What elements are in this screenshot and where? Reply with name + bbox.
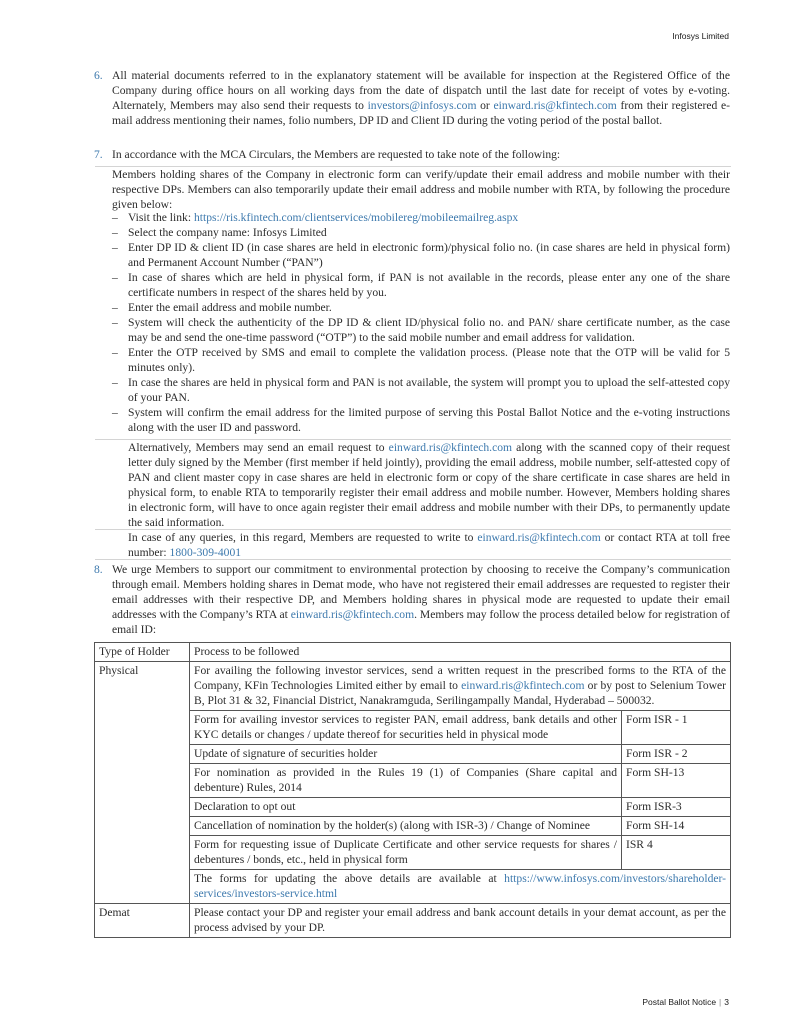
step-text: Enter the OTP received by SMS and email to complete the validation process. (Please note that the OTP will be valid for 5 minutes only). <box>128 346 730 374</box>
item-7-number: 7. <box>94 148 103 161</box>
form-name: Form ISR-3 <box>622 798 731 817</box>
toll-free-phone-link[interactable]: 1800-309-4001 <box>169 546 242 559</box>
forms-availability <box>190 870 731 904</box>
step-text: Enter the email address and mobile number. <box>128 301 332 314</box>
item-6-paragraph <box>112 68 730 128</box>
form-description: Declaration to opt out <box>190 798 622 817</box>
step-text: System will confirm the email address for the limited purpose of serving this Postal Ballot Notice and the e-voting instructions along with the user ID and password. <box>128 406 730 434</box>
dash: – <box>112 376 118 389</box>
queries-paragraph <box>128 530 730 560</box>
page-footer <box>642 997 729 1007</box>
demat-process: Please contact your DP and register your email address and bank account details in your demat account, as per the process advised by your DP. <box>190 904 731 938</box>
dash: – <box>112 226 118 239</box>
einward-email-link[interactable]: einward.ris@kfintech.com <box>477 531 601 544</box>
form-description: Form for requesting issue of Duplicate Certificate and other service requests for shares / debentures / bonds, etc., held in physical form <box>190 836 622 870</box>
item-8-text: We urge Members to support our commitment to environmental protection by choosing to receive the Company’s communication through email. Members holding shares in Demat mode, who have not registered their email addresses are requested to register their email addresses with their respective DP, and Members holding shares in physical mode are requested to update their email addresses with the Company’s RTA at <box>112 563 730 621</box>
alternative-paragraph <box>128 440 730 530</box>
item-7-intro: Members holding shares of the Company in electronic form can verify/update their email address and mobile number with their respective DPs. Members can also temporarily update their email address and mobile number with RTA, by following the procedure given below: <box>112 168 730 211</box>
table-row <box>95 798 731 817</box>
step-text: In case of shares which are held in physical form, if PAN is not available in the records, please enter any one of the share certificate numbers in respect of the shares held by you. <box>128 271 730 299</box>
dash: – <box>112 241 118 254</box>
dash: – <box>112 271 118 284</box>
footer-label: Postal Ballot Notice <box>642 997 717 1007</box>
table-row <box>95 817 731 836</box>
item-8-number: 8. <box>94 563 103 576</box>
divider <box>95 559 731 560</box>
item-6-text: All material documents referred to in the explanatory statement will be available for inspection at the Registered Office of the Company during office hours on all working days from the date of dispatch until the last date for receipt of votes by e-voting. Alternately, Members may also send their requests to <box>112 69 730 112</box>
step-text: In case the shares are held in physical form and PAN is not available, the system will prompt you to upload the self-attested copy of your PAN. <box>128 376 730 404</box>
dash: – <box>112 316 118 329</box>
physical-intro <box>190 662 731 711</box>
item-6-text-end: from their registered e-mail address mentioning their names, folio numbers, DP ID and Client ID during the voting period of the postal ballot. <box>112 99 730 127</box>
einward-email-link[interactable]: einward.ris@kfintech.com <box>461 679 585 692</box>
table-row <box>95 836 731 870</box>
dash: – <box>112 346 118 359</box>
item-8-text-end: . Members may follow the process detailed below for registration of email ID: <box>112 608 731 636</box>
table-row <box>95 764 731 798</box>
holder-physical: Physical <box>95 662 190 904</box>
dash: – <box>112 301 118 314</box>
form-description: Cancellation of nomination by the holder(s) (along with ISR-3) / Change of Nominee <box>190 817 622 836</box>
form-description: Form for availing investor services to register PAN, email address, bank details and other KYC details or changes / update thereof for securities held in physical mode <box>190 711 622 745</box>
dash: – <box>112 211 118 224</box>
table-header-row <box>95 643 731 662</box>
investors-email-link[interactable]: investors@infosys.com <box>367 99 477 112</box>
table-row <box>95 711 731 745</box>
email-registration-table <box>94 642 731 938</box>
step-item <box>112 405 730 435</box>
physical-intro-text: For availing the following investor services, send a written request in the prescribed forms to the RTA of the Company, KFin Technologies Limited either by email to <box>194 664 726 692</box>
form-name: Form SH-14 <box>622 817 731 836</box>
form-description: Update of signature of securities holder <box>190 745 622 764</box>
form-description: For nomination as provided in the Rules 19 (1) of Companies (Share capital and debenture) Rules, 2014 <box>190 764 622 798</box>
queries-text-mid: or contact RTA at toll free number: <box>128 531 730 559</box>
form-name: ISR 4 <box>622 836 731 870</box>
header-process: Process to be followed <box>190 643 731 662</box>
einward-email-link[interactable]: einward.ris@kfintech.com <box>493 99 617 112</box>
einward-email-link[interactable]: einward.ris@kfintech.com <box>290 608 415 621</box>
step-item <box>112 225 730 240</box>
page-header-title: Infosys Limited <box>672 31 729 41</box>
step-item <box>112 300 730 315</box>
form-name: Form ISR - 1 <box>622 711 731 745</box>
holder-demat: Demat <box>95 904 190 938</box>
page-number: 3 <box>724 997 729 1007</box>
kfintech-mobile-reg-link[interactable]: https://ris.kfintech.com/clientservices/mobilereg/mobileemailreg.aspx <box>193 211 519 224</box>
step-item <box>112 375 730 405</box>
step-text: System will check the authenticity of the DP ID & client ID/physical folio no. and PAN/ share certificate number, as the case may be and send the one-time password (“OTP”) to the said mobile number and email address for validation. <box>128 316 730 344</box>
header-type-of-holder: Type of Holder <box>95 643 190 662</box>
item-6-number: 6. <box>94 69 103 82</box>
visit-label: Visit the link: <box>128 211 194 224</box>
form-name: Form SH-13 <box>622 764 731 798</box>
form-name: Form ISR - 2 <box>622 745 731 764</box>
queries-text: In case of any queries, in this regard, Members are requested to write to <box>128 531 478 544</box>
item-6-text-or: or <box>476 99 494 112</box>
table-row <box>95 870 731 904</box>
step-text: Select the company name: Infosys Limited <box>128 226 327 239</box>
step-item <box>112 315 730 345</box>
infosys-investors-service-link[interactable]: https://www.infosys.com/investors/shareholder-services/investors-service.html <box>194 872 726 900</box>
step-item <box>112 345 730 375</box>
einward-email-link[interactable]: einward.ris@kfintech.com <box>388 441 513 454</box>
item-8-paragraph <box>112 562 730 637</box>
table-row <box>95 904 731 938</box>
step-visit-link <box>112 210 730 225</box>
table-row <box>95 662 731 711</box>
dash: – <box>112 406 118 419</box>
alt-text: Alternatively, Members may send an email request to <box>128 441 389 454</box>
table-row <box>95 745 731 764</box>
alt-text-end: along with the scanned copy of their request letter duly signed by the Member (first member if held jointly), providing the email address, mobile number, self-attested copy of PAN and client master copy in case shares are held in electronic form or copy of the share certificate in case shares are held in physical form, to enable RTA to temporarily register their email address and mobile number. However, Members holding shares in electronic form, will have to once again register their email address and mobile number with their DPs, to permanently update the said information. <box>128 441 730 529</box>
item-7-text: In accordance with the MCA Circulars, the Members are requested to take note of the following: <box>112 148 561 161</box>
forms-text: The forms for updating the above details are available at <box>194 872 505 885</box>
step-text: Enter DP ID & client ID (in case shares are held in electronic form)/physical folio no. (in case shares are held in physical form) and Permanent Account Number (“PAN”) <box>128 241 730 269</box>
footer-separator: | <box>719 997 722 1007</box>
step-item <box>112 240 730 270</box>
step-item <box>112 270 730 300</box>
physical-intro-text-end: or by post to Selenium Tower B, Plot 31 & 32, Financial District, Nanakramguda, Serilingampally Mandal, Hyderabad – 500032. <box>194 679 726 707</box>
